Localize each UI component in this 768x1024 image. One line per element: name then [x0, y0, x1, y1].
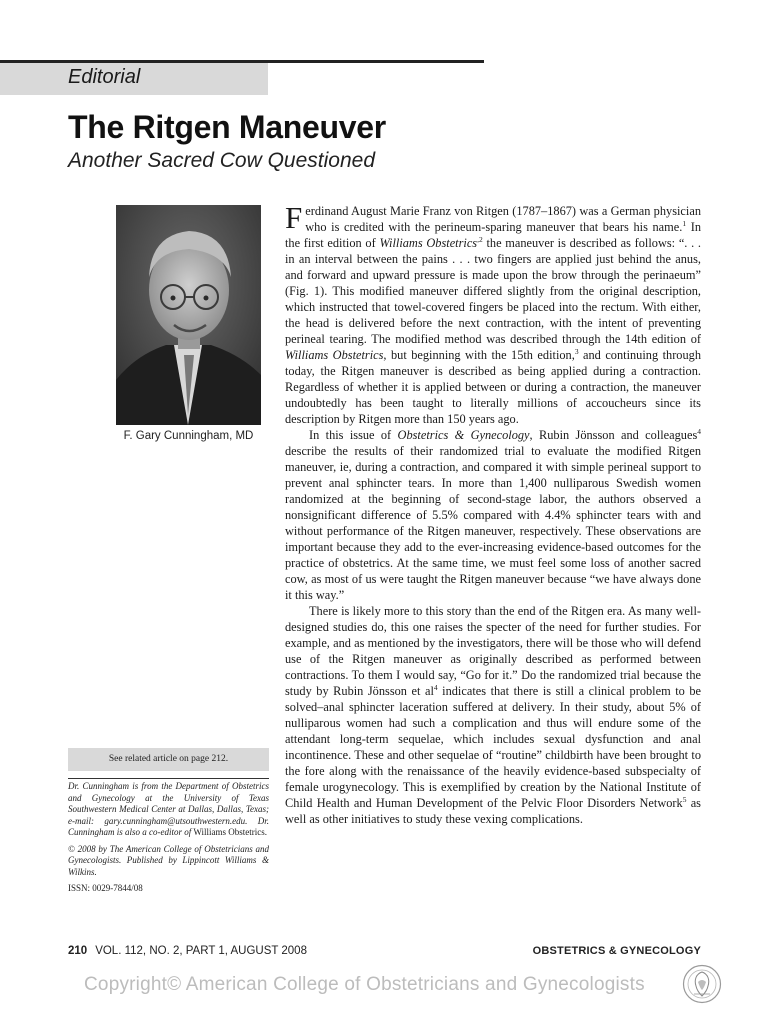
issn: ISSN: 0029-7844/08	[68, 883, 143, 893]
text-run: describe the results of their randomized trial to evaluate the modified Ritgen maneuver, ie, during a contraction, and compared it with simple perineal support to prevent anal sphincter tears. In more than 1,400 nulliparous Swedish women randomized at the beginning of second-stage labor, the authors observed a nonsignificant difference of 5.5% compared with 4.4% sphincter tears with and without performance of the Ritgen maneuver, respectively. These observations are important because they add to the ever-increasing evidence-based outcomes for the practice of obstetrics. At the same time, we must feel some loss of another sacred cow, as most of us were taught the Ritgen maneuver because “we have always done it this way.”	[285, 444, 701, 602]
text-run: and continuing through today, the Ritgen maneuver is described as being applied during a contraction. Regardless of whether it is applied between or during a contraction, the maneuver undoubtedly has been taught to literally millions of accoucheurs since its description by Ritgen more than 150 years ago.	[285, 348, 701, 426]
paragraph-3	[285, 603, 701, 827]
page-footer-left	[68, 943, 307, 959]
copyright-watermark: Copyright© American College of Obstetricians and Gynecologists	[84, 974, 645, 995]
reference-marker: 3	[574, 346, 579, 356]
reference-marker: 4	[697, 426, 702, 436]
book-title: Williams Obstetrics	[379, 236, 478, 250]
text-run: erdinand August Marie Franz von Ritgen (1787–1867) was a German physician who is credited with the perineum-sparing maneuver that bears his name.	[305, 204, 701, 234]
section-label: Editorial	[68, 66, 141, 88]
reference-marker: 5	[682, 794, 687, 804]
reference-marker: 1	[682, 218, 687, 228]
article-title: The Ritgen Maneuver	[68, 109, 386, 145]
journal-name: OBSTETRICS & GYNECOLOGY	[532, 945, 701, 957]
related-article-link[interactable]: See related article on page 212.	[68, 748, 269, 771]
reference-marker: ,2	[477, 234, 483, 244]
text-run: indicates that there is still a clinical problem to be solved–anal sphincter laceration suffered at delivery. In their study, about 5% of nulliparous women had such a complication and thus will endure some of the attendant long-term sequelae, which includes sexual dysfunction and anal incontinence. These and other sequelae of “routine” childbirth have been brought to the fore along with the renaissance of the heavily evidence-based subspecialty of female urogynecology. This is exemplified by creation by the National Institute of Child Health and Human Development of the Pelvic Floor Disorders Network	[285, 684, 701, 810]
affiliation-divider	[68, 778, 269, 779]
author-photo	[116, 205, 261, 425]
text-run: as well as other initiatives to study these vexing complications.	[285, 796, 701, 826]
acog-seal-icon	[682, 964, 722, 1004]
affiliation-note	[68, 781, 269, 839]
reference-marker: 4	[433, 682, 438, 692]
article-body	[285, 200, 702, 827]
paragraph-1	[285, 200, 702, 427]
text-run: In this issue of	[309, 428, 398, 442]
copyright-notice: © 2008 by The American College of Obstetricians and Gynecologists. Published by Lippincott Williams & Wilkins.	[68, 843, 269, 877]
text-run: the maneuver is described as follows: “. . . in an interval between the pains . . . two fingers are applied just behind the anus, and forward and upward pressure is made upon the brow through the perinaeum” (Fig. 1). This modified maneuver differed slightly from the original description, which instructed that towel-covered fingers be placed into the rectum. With either, the head is delivered before the next contraction, with the intent of preventing perineal tearing. The modified method was described through the 14th edition of	[285, 236, 702, 346]
page-number: 210	[68, 945, 88, 957]
photo-caption: F. Gary Cunningham, MD	[123, 430, 254, 442]
drop-cap: F	[285, 200, 303, 235]
affiliation-book: Williams Obstetrics.	[191, 827, 267, 837]
book-title: Williams Obstetrics	[285, 348, 384, 362]
volume-info: VOL. 112, NO. 2, PART 1, AUGUST 2008	[95, 945, 307, 957]
paragraph-2	[285, 427, 701, 603]
journal-title: Obstetrics & Gynecology	[397, 428, 530, 442]
affiliation-text: Dr. Cunningham is from the Department of Obstetrics and Gynecology at the University of Texas Southwestern Medical Center at Dallas, Dallas, Texas; e-mail: gary.cunningham@utsouthwestern.edu. Dr. Cunningham is also a co-editor of	[68, 781, 269, 837]
author-portrait-image	[116, 205, 261, 425]
article-subtitle: Another Sacred Cow Questioned	[68, 149, 376, 172]
text-run: There is likely more to this story than the end of the Ritgen era. As many well-designed studies do, this one raises the specter of the need for further studies. For example, and as mentioned by the investigators, there will be those who will defend use of the Ritgen maneuver as originally described as performed between contractions. To them I would say, “Go for it.” Do the randomized trial because the study by Rubin Jönsson et al	[285, 604, 701, 698]
text-run: , but beginning with the 15th edition,	[383, 348, 575, 362]
affiliation-block	[68, 781, 269, 900]
text-run: In the first edition of	[285, 220, 701, 250]
text-run: , Rubin Jönsson and colleagues	[529, 428, 698, 442]
